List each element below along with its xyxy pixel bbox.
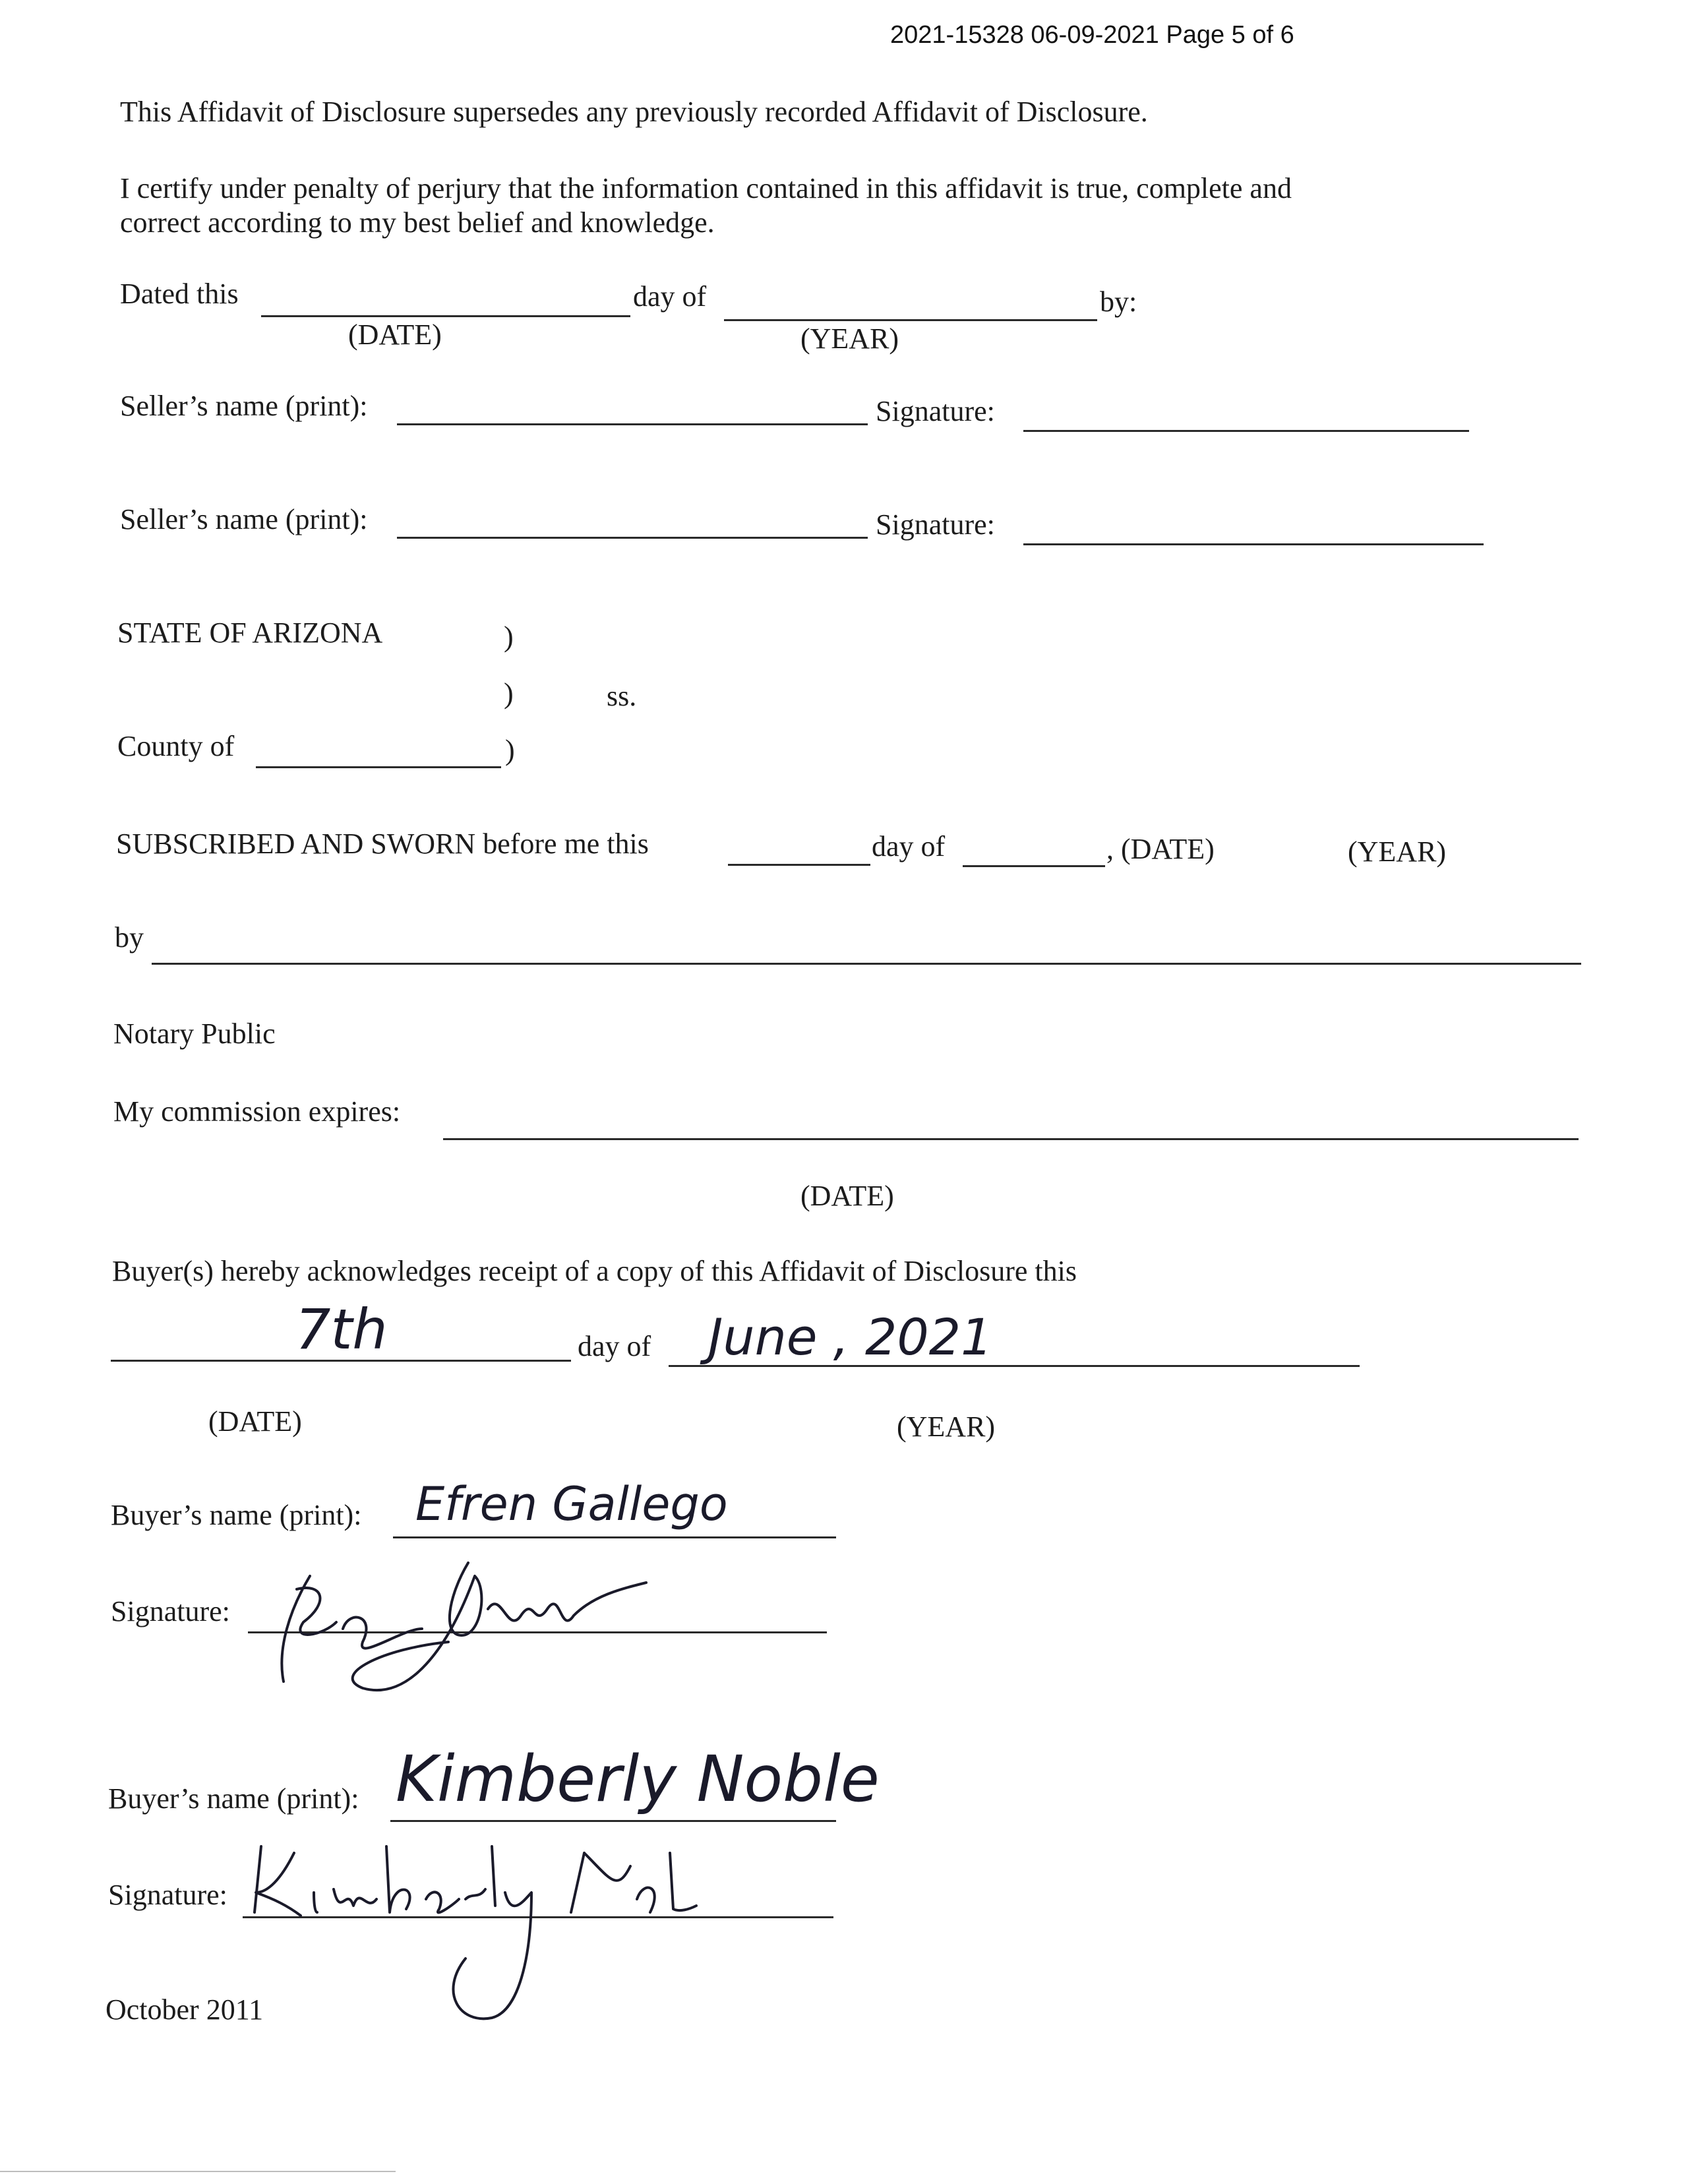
seller1-signature-label: Signature: bbox=[876, 395, 995, 427]
venue-paren-2: ) bbox=[504, 677, 514, 710]
buyer-ack-year-caption: (YEAR) bbox=[897, 1410, 996, 1443]
buyer-ack-date-caption: (DATE) bbox=[208, 1405, 302, 1438]
buyer1-name-label: Buyer’s name (print): bbox=[111, 1499, 362, 1531]
buyer1-signature-mark bbox=[251, 1550, 659, 1708]
buyer2-name-label: Buyer’s name (print): bbox=[108, 1782, 359, 1815]
buyer2-signature-mark bbox=[241, 1827, 703, 2024]
seller2-name-blank[interactable] bbox=[397, 537, 868, 539]
buyer-acknowledgement-text: Buyer(s) hereby acknowledges receipt of a copy of this Affidavit of Disclosure this bbox=[112, 1255, 1077, 1287]
seller1-signature-blank[interactable] bbox=[1023, 430, 1469, 432]
certify-statement-line1: I certify under penalty of perjury that the information contained in this affidavit is true, complete and bbox=[120, 172, 1292, 204]
buyer2-signature-label: Signature: bbox=[108, 1879, 227, 1911]
dated-year-caption: (YEAR) bbox=[800, 322, 899, 355]
buyer2-name-value: Kimberly Noble bbox=[396, 1742, 880, 1816]
seller1-name-blank[interactable] bbox=[397, 423, 868, 425]
seller2-name-label: Seller’s name (print): bbox=[120, 503, 368, 535]
county-of-label: County of bbox=[117, 730, 235, 762]
buyer-ack-day-of-label: day of bbox=[578, 1330, 651, 1362]
ss-label: ss. bbox=[607, 680, 637, 712]
notary-by-label: by bbox=[115, 921, 144, 954]
dated-date-caption: (DATE) bbox=[348, 318, 442, 351]
state-of-arizona: STATE OF ARIZONA bbox=[117, 617, 383, 649]
notary-by-blank[interactable] bbox=[152, 963, 1581, 965]
subscribed-day-blank[interactable] bbox=[728, 864, 870, 866]
county-blank[interactable] bbox=[256, 766, 501, 768]
commission-date-caption: (DATE) bbox=[800, 1180, 894, 1212]
buyer2-name-blank[interactable] bbox=[390, 1820, 836, 1822]
seller2-signature-label: Signature: bbox=[876, 508, 995, 541]
recording-header: 2021-15328 06-09-2021 Page 5 of 6 bbox=[890, 21, 1294, 49]
subscribed-day-of-label: day of bbox=[872, 830, 946, 863]
certify-statement-line2: correct according to my best belief and knowledge. bbox=[120, 206, 715, 239]
notary-public-label: Notary Public bbox=[113, 1017, 276, 1050]
dated-day-of-label: day of bbox=[633, 280, 707, 313]
subscribed-year-caption: (YEAR) bbox=[1348, 835, 1447, 868]
scan-edge-mark bbox=[0, 2171, 396, 2172]
subscribed-month-blank[interactable] bbox=[963, 865, 1105, 867]
dated-year-blank[interactable] bbox=[724, 319, 1097, 321]
commission-expires-blank[interactable] bbox=[443, 1138, 1579, 1140]
buyer-ack-month-year-value: June , 2021 bbox=[708, 1308, 993, 1366]
venue-paren-1: ) bbox=[504, 621, 514, 653]
buyer1-signature-label: Signature: bbox=[111, 1595, 230, 1627]
commission-expires-label: My commission expires: bbox=[113, 1095, 401, 1128]
subscribed-sworn-label: SUBSCRIBED AND SWORN before me this bbox=[116, 828, 649, 860]
dated-day-blank[interactable] bbox=[261, 315, 630, 317]
dated-by-label: by: bbox=[1100, 286, 1137, 318]
seller1-name-label: Seller’s name (print): bbox=[120, 390, 368, 422]
buyer1-name-value: Efren Gallego bbox=[415, 1477, 728, 1531]
venue-paren-3: ) bbox=[505, 734, 515, 766]
supersedes-statement: This Affidavit of Disclosure supersedes any previously recorded Affidavit of Disclosure. bbox=[120, 96, 1148, 128]
subscribed-date-caption: , (DATE) bbox=[1106, 833, 1215, 865]
buyer1-name-blank[interactable] bbox=[393, 1536, 836, 1538]
form-revision-date: October 2011 bbox=[106, 1993, 264, 2026]
dated-this-label: Dated this bbox=[120, 278, 239, 310]
seller2-signature-blank[interactable] bbox=[1023, 543, 1484, 545]
buyer-ack-day-value: 7th bbox=[295, 1297, 388, 1362]
